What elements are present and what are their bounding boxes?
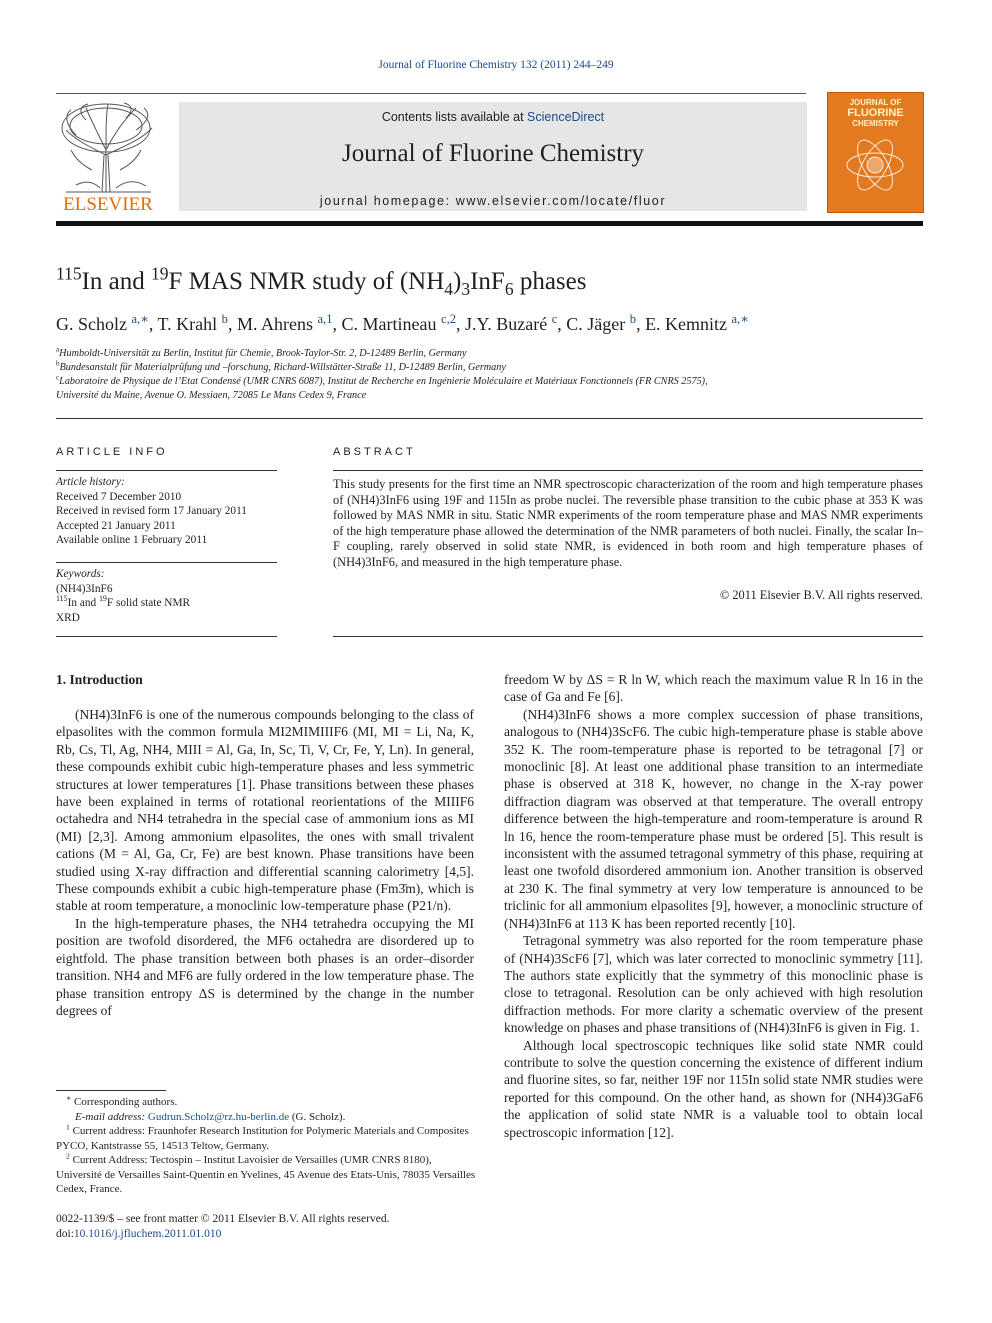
cover-line-3: CHEMISTRY [852, 119, 899, 128]
footnote-rule [56, 1090, 166, 1091]
front-matter [56, 1212, 389, 1242]
email-link[interactable]: Gudrun.Scholz@rz.hu-berlin.de [147, 1110, 290, 1123]
affiliation-a: $^a$Humboldt-Universität zu Berlin, Institut für Chemie, Brook-Taylor-Str. 2, D-12489 Berlin, Germany [56, 345, 467, 359]
contents-prefix: Contents lists available at [381, 110, 528, 124]
copyright: © 2011 Elsevier B.V. All rights reserved. [719, 588, 923, 602]
abstract-heading: ABSTRACT [333, 446, 416, 458]
affiliation-b: $^b$Bundesanstalt für Materialprüfung und –forschung, Richard-Willstätter-Straße 11, D-12489 Berlin, Germany [56, 359, 506, 373]
elsevier-wordmark: ELSEVIER [63, 194, 153, 215]
header-thick-rule [56, 221, 923, 226]
right-column [504, 671, 923, 1141]
sciencedirect-link[interactable]: ScienceDirect [527, 110, 605, 124]
affiliation-c: $^c$Laboratoire de Physique de l’Etat Condensé (UMR CNRS 6087), Institut de Recherche en Ingénierie Moléculaire et Matériaux Fonctionnels (FR CNRS 2575), [56, 373, 708, 387]
history-item: Received in revised form 17 January 2011 [56, 505, 247, 517]
divider [56, 418, 923, 419]
left-column [56, 706, 474, 1019]
history-item: Accepted 21 January 2011 [56, 519, 176, 532]
paragraph: freedom W by ΔS = R ln W, which reach the maximum value R ln 16 in the case of Ga and Fe [6]. [504, 672, 923, 705]
tree-logo-icon [56, 100, 160, 196]
elsevier-logo[interactable] [56, 100, 160, 214]
email-footnote: E-mail address: Gudrun.Scholz@rz.hu-berlin.de (G. Scholz). [75, 1110, 346, 1123]
contents-line [179, 110, 807, 124]
divider [56, 636, 277, 637]
cover-line-1: JOURNAL OF [849, 98, 902, 107]
footnotes [56, 1095, 476, 1197]
atom-icon [828, 93, 923, 212]
author[interactable]: M. Ahrens $^{a,1}$, [236, 312, 337, 334]
author[interactable]: T. Krahl $^b$, [157, 312, 233, 334]
paragraph: (NH4)3InF6 shows a more complex succession of phase transitions, analogous to (NH4)3ScF6. The cubic high-temperature phase is stable above 352 K. The room-temperature phase is reported to be tetragonal [7] or monoclinic [8]. At least one additional phase transition to an intermediate phase is observed at 318 K, however, no change in the X-ray power diffraction diagram was observed at that temperature. The overall entropy difference between the high-temperature and room-temperature is around R ln 16, hence the room-temperature phase must be ordered [5]. This result is inconsistent with the assumed tetragonal symmetry of this phase, requiring at least one twofold disordered ammonium ion. Another transition is observed at 230 K. The final symmetry at very low temperature is announced to be triclinic for all ammonium elpasolites [9], however, a monoclinic structure of (NH4)3InF6 at 113 K has been reported recently [10]. [504, 706, 923, 931]
author-list [56, 314, 749, 335]
journal-homepage-link[interactable]: journal homepage: www.elsevier.com/locate/fluor [319, 194, 667, 208]
header-rule [56, 93, 806, 94]
abstract-text: This study presents for the first time an NMR spectroscopic characterization of the room and high temperature phases of (NH4)3InF6 using 19F and 115In as probe nuclei. The reversible phase transition to the cubic phase at 353 K was followed by MAS NMR in situ. Static NMR experiments of the room temperature phase and MAS NMR experiments of the high temperature phase allowed the determination of the NMR parameters of both nuclei. Finally, the scalar In–F coupling, rarely observed in solid state NMR, is evidenced in both room and high temperature phases of (NH4)3InF6, and measured in the high temperature phase. [333, 477, 923, 569]
issn-line: 0022-1139/$ – see front matter © 2011 Elsevier B.V. All rights reserved. [56, 1213, 390, 1225]
author[interactable]: C. Jäger $^b$, [566, 312, 641, 334]
journal-citation[interactable]: Journal of Fluorine Chemistry 132 (2011) 244–249 [378, 59, 614, 71]
journal-cover[interactable] [827, 92, 924, 213]
divider [56, 562, 277, 563]
paragraph: In the high-temperature phases, the NH4 tetrahedra occupying the MI position are twofold disordered, the MF6 octahedra are disordered up to eightfold. The phase transition between both phases is an order–disorder transition. NH4 and MF6 are fully ordered in the low temperature phase. The phase transition entropy ΔS is determined by the change in the number degrees of [56, 915, 474, 1018]
keyword: XRD [56, 611, 80, 624]
paragraph: Tetragonal symmetry was also reported for the room temperature phase of (NH4)3ScF6 [7], which was later corrected to monoclinic symmetry [11]. The authors state explicitly that the symmetry of this monoclinic phase is close to tetragonal. Resolution can be only achieved with high resolution diffraction methods. For more clarity a schematic overview of the present knowledge on phases and phase transitions of (NH4)3InF6 is given in Fig. 1. [504, 933, 923, 1036]
keyword: (NH4)3InF6 [56, 582, 113, 595]
keyword: $^{115}$In and $^{19}$F solid state NMR [56, 594, 191, 609]
keywords [56, 567, 190, 625]
footnote: ∗ Corresponding authors. [66, 1093, 178, 1108]
keywords-label: Keywords: [56, 568, 105, 580]
divider [56, 470, 277, 471]
divider [333, 636, 923, 637]
author[interactable]: C. Martineau $^{c,2}$, [341, 312, 461, 334]
paragraph: Although local spectroscopic techniques like solid state NMR could contribute to solve the question concerning the existence of different indium and fluorine sites, so far, neither 19F nor 115In solid state NMR studies were reported for this compound. On the other hand, as shown for (NH4)3GaF6 the application of solid state NMR is a valuable tool to obtain local spectroscopic information [12]. [504, 1037, 923, 1140]
article-info-heading: ARTICLE INFO [56, 446, 168, 458]
divider [333, 470, 923, 471]
footnote: $^1$ Current address: Fraunhofer Research Institution for Polymeric Materials and Composites PYCO, Kantstrasse 55, 14513 Teltow, Germany. [56, 1122, 469, 1152]
author[interactable]: G. Scholz $^{a,∗}$, [56, 312, 154, 334]
history-item: Available online 1 February 2011 [56, 534, 208, 546]
doi-line: doi:10.1016/j.jfluchem.2011.01.010 [56, 1228, 222, 1240]
paragraph: (NH4)3InF6 is one of the numerous compounds belonging to the class of elpasolites with the common formula MI2MIMIIIF6 (MI, MI = Li, Na, K, Rb, Cs, Tl, Ag, NH4, MIII = Al, Ga, In, Sc, Ti, V, Cr, Fe, Y, Ln). In general, these compounds exhibit cubic high-temperature phases and less symmetric structures at lower temperatures [1]. Phase transitions between these phases have been explained in terms of rotational reorientations of the MIIIF6 octahedra and NH4 tetrahedra in the special case of ammonium ions as MI (MI) [2,3]. Among ammonium elpasolites, the ones with small trivalent cations (M = Al, Ga, Cr, Fe) are best known. Phase transitions have been studied using X-ray diffraction and differential scanning calorimetry [4,5]. These compounds exhibit a cubic high-temperature phase (Fm3̄m), which is stable at room temperature, a monoclinic low-temperature phase (P21/n). [56, 707, 474, 914]
doi-link[interactable]: 10.1016/j.jfluchem.2011.01.010 [73, 1228, 222, 1240]
journal-header [179, 102, 807, 211]
history-label: Article history: [56, 476, 125, 488]
cover-line-2: FLUORINE [847, 107, 904, 119]
article-title: $^{115}$In and $^{19}$F MAS NMR study of $(NH_4)_3InF_6$ phases [56, 263, 587, 299]
section-heading: 1. Introduction [56, 672, 143, 687]
journal-name: Journal of Fluorine Chemistry [341, 140, 645, 167]
footnote: $^2$ Current Address: Tectospin – Institut Lavoisier de Versailles (UMR CNRS 8180), Université de Versailles Saint-Quentin en Yvelines, 45 Avenue des Etats-Unis, 78035 Versailles Cedex, France. [56, 1151, 476, 1195]
author[interactable]: E. Kemnitz $^{a,∗}$ [645, 312, 749, 334]
affiliation-c-cont: Université du Maine, Avenue O. Messiaen, 72085 Le Mans Cedex 9, France [56, 390, 367, 401]
article-history [56, 475, 247, 548]
history-item: Received 7 December 2010 [56, 490, 182, 503]
author[interactable]: J.Y. Buzaré $^c$, [465, 312, 562, 334]
